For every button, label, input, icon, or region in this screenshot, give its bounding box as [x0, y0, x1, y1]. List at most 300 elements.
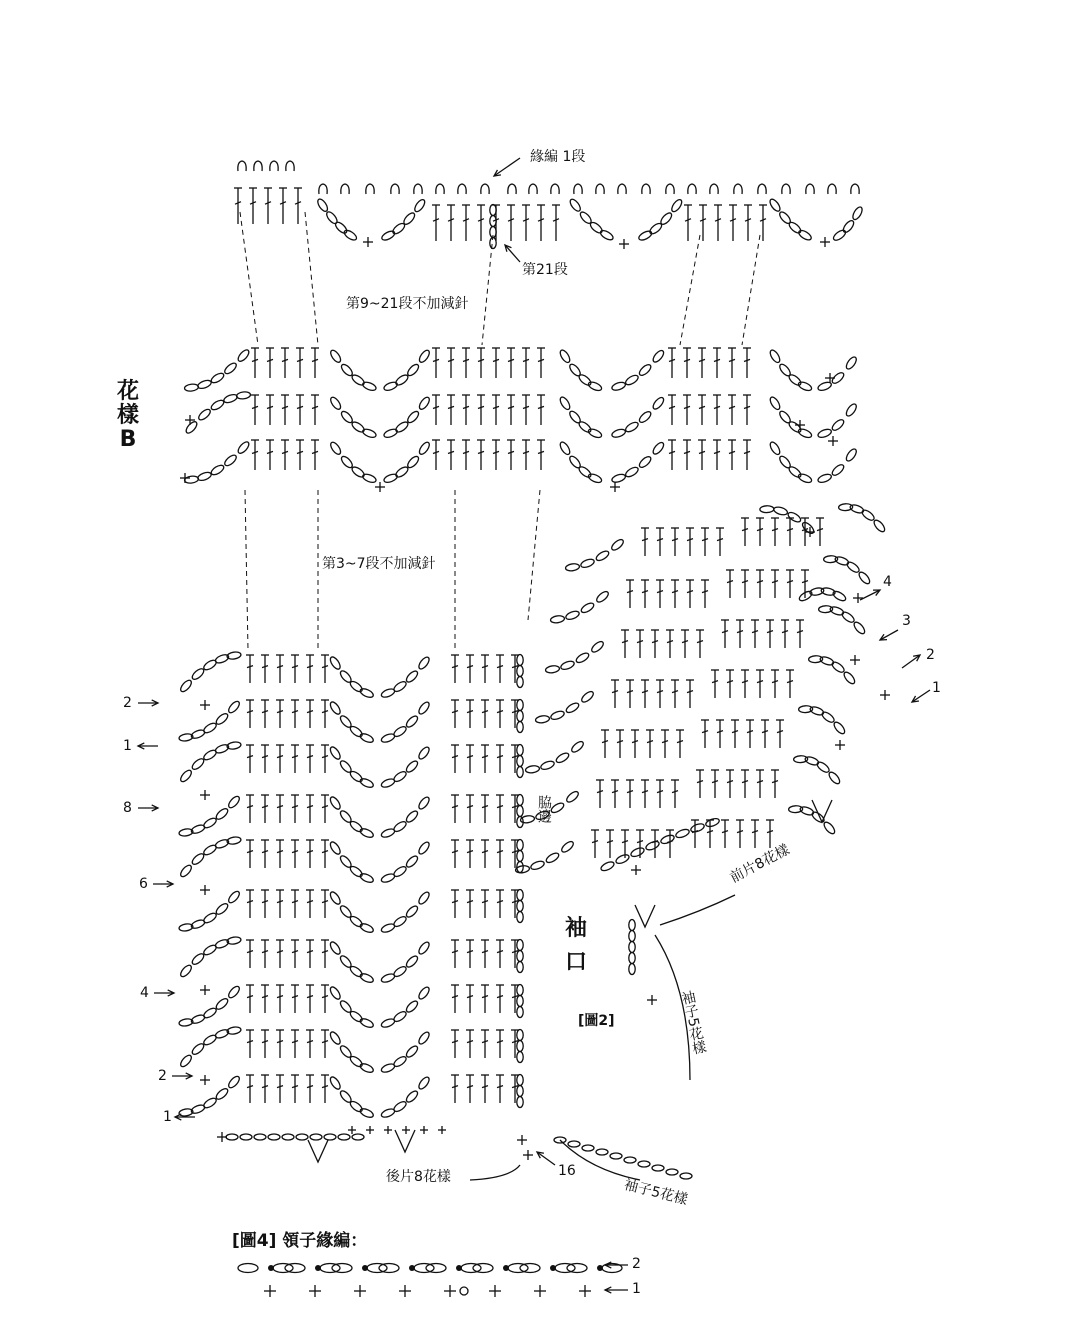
stitch-chain [417, 940, 431, 955]
stitch-chain [587, 427, 603, 439]
stitch-chain [282, 1134, 294, 1140]
stitch-increase [635, 905, 655, 927]
stitch-chain [406, 410, 421, 425]
stitch-chain [190, 952, 205, 966]
stitch-chain [417, 700, 431, 715]
stitch-chain [768, 441, 781, 456]
row-number: 1 [932, 680, 941, 696]
stitch-chain [517, 1030, 523, 1041]
stitch-chain [350, 465, 365, 479]
stitch-chain [845, 560, 860, 574]
stitch-chain [568, 1141, 580, 1147]
guide-line [245, 490, 248, 650]
stitch-chain [184, 420, 198, 435]
stitch-chain [525, 765, 540, 774]
stitch-picot [806, 184, 814, 194]
stitch-chain [624, 420, 639, 433]
stitch-chain [630, 846, 646, 858]
stitch-chain [787, 221, 802, 235]
stitch-chain [349, 965, 364, 979]
stitch-chain [418, 441, 432, 456]
stitch-chain [638, 1161, 650, 1167]
stitch-chain [517, 1007, 523, 1018]
stitch-chain [202, 816, 217, 829]
stitch-chain [558, 396, 571, 411]
stitch-chain [629, 931, 635, 942]
stitch-chain [417, 745, 431, 760]
stitch-chain [590, 640, 605, 654]
stitch-chain [324, 1134, 336, 1140]
stitch-chain [508, 1264, 528, 1273]
stitch-chain [666, 1169, 678, 1175]
stitch-chain [787, 373, 802, 387]
stitch-chain [405, 1044, 420, 1059]
arrow [537, 1152, 555, 1165]
stitch-picot [414, 184, 422, 194]
stitch-chain [841, 219, 855, 234]
stitch-chain [787, 511, 802, 524]
stitch-chain [202, 721, 217, 734]
stitch-chain [362, 428, 378, 439]
stitch-chain [473, 1264, 493, 1273]
stitch-chain [214, 997, 229, 1011]
leader-line [470, 1165, 520, 1180]
stitch-chain [637, 229, 653, 242]
stitch-chain [349, 770, 364, 784]
stitch-chain [359, 972, 375, 984]
stitch-chain [550, 615, 565, 624]
stitch-chain [517, 722, 523, 733]
arrow [902, 655, 920, 668]
stitch-chain [555, 1264, 575, 1273]
stitch-chain [638, 455, 653, 469]
stitch-chain [405, 999, 420, 1014]
stitch-chain [392, 915, 407, 929]
stitch-chain [184, 383, 199, 391]
stitch-chain [406, 363, 421, 378]
stitch-chain [530, 860, 546, 871]
stitch-chain [329, 349, 343, 364]
stitch-chain [517, 890, 523, 901]
stitch-chain [517, 1075, 523, 1086]
stitch-chain [405, 809, 420, 824]
stitch-chain [254, 1134, 266, 1140]
stitch-chain [830, 418, 845, 432]
stitch-chain [611, 473, 626, 484]
stitch-chain [352, 1134, 364, 1140]
stitch-chain [392, 680, 407, 694]
stitch-chain [197, 471, 212, 482]
stitch-chain [830, 660, 845, 674]
stitch-chain [575, 651, 590, 664]
stitch-chain [832, 228, 847, 242]
stitch-chain [611, 381, 626, 392]
stitch-chain [417, 985, 431, 1000]
stitch-chain [190, 757, 205, 771]
stitch-picot [270, 161, 278, 171]
stitch-chain [851, 206, 864, 222]
stitch-chain [595, 590, 610, 604]
stitch-chain [595, 549, 610, 562]
stitch-chain [417, 840, 431, 855]
stitch-chain [787, 465, 802, 479]
stitch-picot [481, 184, 489, 194]
arrow [494, 158, 520, 176]
stitch-chain [310, 1134, 322, 1140]
stitch-chain [651, 349, 665, 364]
stitch-picot [710, 184, 718, 194]
stitch-chain [179, 768, 193, 783]
stitch-chain [461, 1264, 481, 1273]
stitch-chain [517, 756, 523, 767]
stitch-chain [645, 840, 661, 852]
stitch-chain [402, 211, 416, 226]
stitch-chain [359, 687, 375, 699]
stitch-chain [349, 1010, 364, 1024]
row-number: 2 [158, 1068, 167, 1084]
row-number: 2 [123, 695, 132, 711]
stitch-chain [405, 714, 420, 729]
stitch-chain [611, 428, 626, 439]
stitch-chain [367, 1264, 387, 1273]
stitch-chain [328, 840, 342, 855]
stitch-chain [517, 1041, 523, 1052]
rows-3-7-label: 第3~7段不加減針 [322, 556, 436, 572]
row-number: 2 [926, 647, 935, 663]
guide-line [742, 235, 760, 345]
stitch-chain [760, 506, 774, 513]
stitch-chain [202, 1096, 217, 1109]
row-number: 16 [558, 1163, 576, 1179]
stitch-increase [395, 1130, 415, 1152]
stitch-chain [359, 922, 375, 934]
stitch-chain [517, 1086, 523, 1097]
leader-line [660, 895, 735, 925]
stitch-chain [577, 373, 592, 387]
stitch-chain [214, 712, 229, 726]
stitch-chain [844, 447, 858, 462]
stitch-chain [334, 220, 349, 235]
stitch-chain [392, 820, 407, 834]
rows-9-21-label: 第9~21段不加減針 [346, 296, 469, 312]
stitch-chain [565, 790, 580, 804]
row-number: 4 [140, 985, 149, 1001]
stitch-picot [688, 184, 696, 194]
row-number: 3 [902, 613, 911, 629]
stitch-chain [490, 205, 496, 216]
stitch-chain [540, 760, 556, 771]
stitch-chain [349, 1100, 364, 1114]
stitch-chain [328, 890, 342, 905]
stitch-chain [392, 965, 407, 979]
stitch-chain [359, 1062, 375, 1074]
stitch-chain [332, 1264, 352, 1273]
stitch-chain [190, 852, 205, 866]
stitch-chain [328, 940, 342, 955]
stitch-chain [236, 440, 250, 455]
stitch-chain [405, 854, 420, 869]
stitch-picot [574, 184, 582, 194]
stitch-chain [610, 538, 625, 552]
stitch-chain [652, 1165, 664, 1171]
stitch-chain [405, 904, 420, 919]
stitch-chain [670, 198, 684, 213]
stitch-chain [359, 732, 375, 744]
stitch-picot [734, 184, 742, 194]
stitch-chain [555, 751, 570, 764]
stitch-chain [349, 725, 364, 739]
stitch-chain [517, 996, 523, 1007]
stitch-chain [567, 1264, 587, 1273]
stitch-chain [675, 828, 691, 839]
stitch-chain [226, 1134, 238, 1140]
stitch-chain [227, 985, 241, 1000]
stitch-chain [517, 666, 523, 677]
stitch-chain [560, 840, 575, 854]
stitch-picot [508, 184, 516, 194]
stitch-chain [517, 901, 523, 912]
stitch-chain [600, 860, 616, 872]
stitch-chain [238, 1264, 258, 1273]
stitch-chain [517, 1097, 523, 1108]
stitch-chain [359, 1107, 375, 1119]
stitch-chain [414, 1264, 434, 1273]
stitch-chain [651, 441, 665, 456]
stitch-chain [340, 363, 355, 378]
stitch-picot [529, 184, 537, 194]
sleeve-5-vertical-label: 袖子5花樣 [678, 989, 708, 1056]
stitch-chain [587, 472, 603, 484]
stitch-chain [517, 806, 523, 817]
stitch-chain [359, 777, 375, 789]
stitch-chain [517, 767, 523, 778]
stitch-chain [517, 677, 523, 688]
stitch-chain [589, 221, 604, 235]
stitch-picot [618, 184, 626, 194]
stitch-chain [184, 475, 199, 483]
stitch-chain [328, 985, 342, 1000]
stitch-chain [817, 428, 832, 439]
stitch-chain [340, 410, 355, 425]
stitch-chain [349, 680, 364, 694]
stitch-chain [852, 620, 866, 635]
stitch-chain [214, 807, 229, 821]
stitch-chain [582, 1145, 594, 1151]
stitch-chain [659, 211, 673, 226]
stitch-chain [660, 834, 676, 846]
pattern-b-label: 花樣B [116, 379, 139, 452]
stitch-chain [587, 380, 603, 392]
guide-line [305, 212, 318, 345]
stitch-chain [773, 506, 788, 516]
stitch-chain [568, 198, 582, 213]
stitch-chain [418, 396, 432, 411]
stitch-chain [517, 851, 523, 862]
sleeve-5-label: 袖子5花樣 [622, 1177, 690, 1209]
stitch-chain [268, 1134, 280, 1140]
stitch-chain [417, 890, 431, 905]
stitch-chain [214, 1087, 229, 1101]
stitch-picot [341, 184, 349, 194]
guide-line [240, 212, 258, 345]
stitch-chain [338, 1134, 350, 1140]
stitch-chain [349, 915, 364, 929]
stitch-chain [610, 1153, 622, 1159]
stitch-chain [197, 379, 212, 390]
stitch-chain [517, 745, 523, 756]
stitch-chain [545, 851, 560, 864]
row-number: 4 [883, 574, 892, 590]
stitch-chain [328, 700, 342, 715]
stitch-chain [405, 1089, 420, 1104]
stitch-chain [817, 473, 832, 484]
row-number: 2 [632, 1256, 641, 1272]
stitch-chain [328, 1030, 342, 1045]
stitch-picot [782, 184, 790, 194]
stitch-picot [758, 184, 766, 194]
stitch-chain [223, 393, 238, 404]
stitch-chain [359, 872, 375, 884]
arrow [860, 590, 880, 600]
stitch-chain [202, 1006, 217, 1019]
stitch-chain [405, 669, 420, 684]
stitch-chain [827, 770, 841, 785]
stitch-picot [642, 184, 650, 194]
stitch-chain [797, 472, 813, 484]
stitch-chain [417, 1075, 431, 1090]
stitch-chain [394, 465, 409, 479]
stitch-chain [179, 678, 193, 693]
stitch-chain [565, 610, 581, 621]
stitch-chain [570, 740, 585, 754]
stitch-picot [596, 184, 604, 194]
stitch-chain [392, 770, 407, 784]
stitch-chain [768, 396, 781, 411]
stitch-increase [308, 1140, 328, 1162]
stitch-chain [392, 725, 407, 739]
stitch-chain [392, 1100, 407, 1114]
stitch-chain [860, 508, 875, 522]
stitch-chain [179, 863, 193, 878]
guide-line [528, 490, 540, 620]
stitch-chain [517, 700, 523, 711]
stitch-chain [517, 951, 523, 962]
stitch-chain [379, 1264, 399, 1273]
stitch-chain [413, 198, 427, 213]
guide-line [482, 235, 493, 345]
stitch-chain [651, 396, 665, 411]
stitch-chain [577, 420, 592, 434]
arrow [880, 630, 898, 640]
stitch-chain [517, 711, 523, 722]
front-8-label: 前片8花樣 [727, 841, 793, 887]
stitch-chain [517, 940, 523, 951]
stitch-chain [202, 911, 217, 924]
stitch-chain [615, 853, 631, 865]
stitch-chain [857, 570, 871, 585]
side-edge-label: 脇邊 [536, 795, 552, 823]
stitch-chain [550, 801, 565, 814]
stitch-chain [517, 985, 523, 996]
arrow [912, 690, 930, 702]
stitch-chain [329, 441, 343, 456]
stitch-chain [210, 463, 225, 476]
row-number: 1 [632, 1281, 641, 1297]
stitch-chain [565, 701, 580, 714]
stitch-picot [851, 184, 859, 194]
stitch-chain [227, 1075, 241, 1090]
stitch-chain [236, 391, 251, 399]
border-row1-label: 緣編 1段 [530, 149, 586, 165]
row-number: 8 [123, 800, 132, 816]
stitch-chain [214, 902, 229, 916]
fig4-label: [圖4] 領子緣編： [232, 1231, 368, 1251]
stitch-chain [190, 1042, 205, 1056]
stitch-chain [240, 1134, 252, 1140]
stitch-chain [179, 963, 193, 978]
stitch-chain [801, 521, 816, 536]
stitch-chain [179, 1053, 193, 1068]
stitch-picot [551, 184, 559, 194]
stitch-chain [520, 1264, 540, 1273]
stitch-chain [545, 665, 560, 674]
stitch-chain [285, 1264, 305, 1273]
stitch-picot [286, 161, 294, 171]
stitch-chain [832, 720, 846, 735]
stitch-chain [565, 563, 580, 572]
stitch-chain [830, 463, 845, 477]
stitch-chain [517, 912, 523, 923]
stitch-chain [380, 229, 396, 242]
stitch-picot [366, 184, 374, 194]
stitch-picot [436, 184, 444, 194]
stitch-chain [394, 420, 409, 434]
back-8-label: 後片8花樣 [386, 1169, 451, 1185]
stitch-chain [328, 655, 342, 670]
stitch-chain [624, 465, 639, 478]
stitch-chain [417, 1030, 431, 1045]
stitch-chain [558, 349, 571, 364]
stitch-chain [328, 745, 342, 760]
stitch-chain [638, 410, 653, 424]
stitch-chain [577, 465, 592, 479]
stitch-chain [629, 964, 635, 975]
cuff-label: 袖口 [564, 916, 587, 975]
stitch-chain [328, 795, 342, 810]
stitch-chain [273, 1264, 293, 1273]
stitch-chain [227, 700, 241, 715]
stitch-chain [349, 820, 364, 834]
stitch-chain [629, 942, 635, 953]
stitch-chain [872, 518, 886, 533]
stitch-chain [190, 667, 205, 681]
stitch-picot [254, 161, 262, 171]
stitch-chain [343, 228, 358, 241]
stitch-chain [296, 1134, 308, 1140]
stitch-chain [392, 865, 407, 879]
stitch-chain [329, 396, 343, 411]
stitch-chain [580, 558, 596, 569]
stitch-chain [797, 229, 812, 242]
stitch-chain [517, 962, 523, 973]
stitch-chain [599, 229, 615, 242]
stitch-chain [844, 402, 858, 417]
stitch-chain [680, 1173, 692, 1179]
arrow [505, 245, 520, 262]
stitch-chain [328, 1075, 342, 1090]
stitch-picot [391, 184, 399, 194]
stitch-chain [223, 361, 238, 375]
